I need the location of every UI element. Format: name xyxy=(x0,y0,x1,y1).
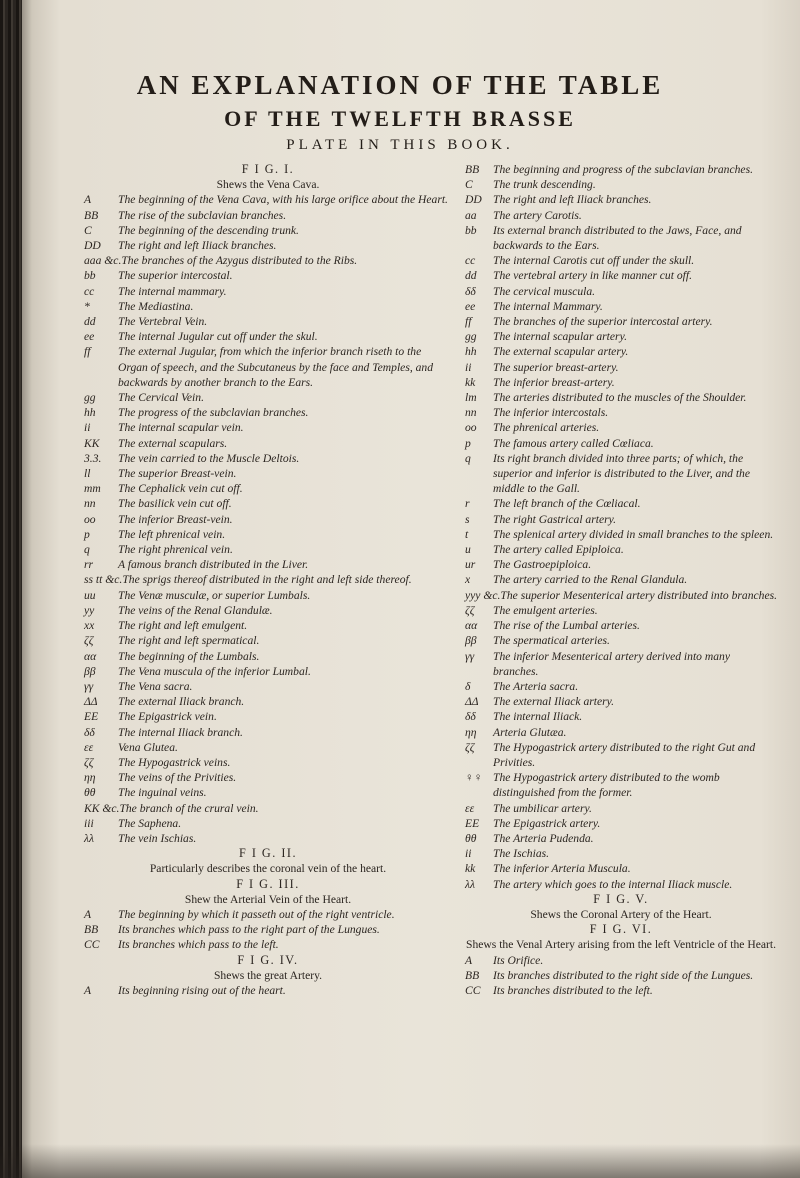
legend-description: The right and left spermatical. xyxy=(118,634,260,648)
legend-description: The Saphena. xyxy=(118,816,182,830)
legend-key: yyy &c. xyxy=(465,588,501,602)
figure-heading: F I G. IV. xyxy=(237,952,299,967)
legend-key: EE xyxy=(84,710,99,724)
legend-entry xyxy=(84,740,452,755)
legend-key: gg xyxy=(465,330,477,344)
legend-entry xyxy=(84,420,452,435)
legend-key: ΔΔ xyxy=(84,695,98,709)
legend-description: The external scapulars. xyxy=(118,436,228,450)
legend-description: The umbilicar artery. xyxy=(493,801,592,815)
legend-entry xyxy=(84,527,452,542)
legend-entry xyxy=(465,861,777,876)
legend-key: θθ xyxy=(84,786,96,800)
legend-entry xyxy=(465,344,777,359)
legend-key: gg xyxy=(84,391,96,405)
legend-entry xyxy=(84,679,452,694)
legend-key: εε xyxy=(84,740,94,754)
legend-entry xyxy=(465,405,777,420)
legend-key: BB xyxy=(465,163,480,176)
legend-key: ff xyxy=(84,345,91,359)
legend-entry xyxy=(84,725,452,740)
legend-key: BB xyxy=(84,923,99,937)
legend-key: ηη xyxy=(465,725,477,739)
legend-description: Its branches distributed to the left. xyxy=(493,983,653,997)
legend-description: The internal Iliack. xyxy=(493,710,583,724)
legend-description: The branches of the superior intercostal artery. xyxy=(493,315,713,329)
legend-entry xyxy=(465,877,777,892)
legend-entry xyxy=(84,572,452,587)
legend-description: The beginning of the Vena Cava, with his large orifice about the Heart. xyxy=(118,193,448,207)
legend-key: mm xyxy=(84,482,101,496)
figure-caption: Shews the Vena Cava. xyxy=(216,178,320,192)
legend-entry xyxy=(84,603,452,618)
figure-heading: F I G. V. xyxy=(593,891,649,906)
legend-key: EE xyxy=(465,816,480,830)
legend-key: ee xyxy=(465,299,476,313)
figure-caption: Shews the Coronal Artery of the Heart. xyxy=(530,907,712,921)
legend-description: The inferior Mesenterical artery derived into many branches. xyxy=(493,649,730,678)
legend-key: A xyxy=(465,953,473,967)
legend-key: BB xyxy=(465,968,480,982)
legend-key: CC xyxy=(465,983,481,997)
legend-description: The basilick vein cut off. xyxy=(118,497,232,511)
legend-entry xyxy=(465,983,777,998)
legend-description: The Vena sacra. xyxy=(118,679,193,693)
legend-description: The right and left emulgent. xyxy=(118,619,248,633)
legend-entry xyxy=(84,481,452,496)
legend-key: dd xyxy=(465,269,477,283)
legend-key: εε xyxy=(465,801,475,815)
legend-key: r xyxy=(465,497,470,511)
legend-entry xyxy=(84,314,452,329)
legend-description: The left branch of the Cœliacal. xyxy=(493,497,641,511)
legend-key: γγ xyxy=(84,679,94,693)
legend-entry xyxy=(465,268,777,283)
legend-key: s xyxy=(465,512,470,526)
legend-key: ββ xyxy=(84,664,96,678)
legend-key: KK xyxy=(84,436,100,450)
legend-entry xyxy=(465,572,777,587)
legend-description: The beginning and progress of the subclavian branches. xyxy=(493,163,753,176)
legend-description: The Vena muscula of the inferior Lumbal. xyxy=(118,664,311,678)
legend-entry xyxy=(465,360,777,375)
legend-description: The external Iliack branch. xyxy=(118,695,245,709)
legend-key: δδ xyxy=(465,284,476,298)
legend-entry xyxy=(465,177,777,192)
legend-key: C xyxy=(84,223,92,237)
legend-entry xyxy=(84,496,452,511)
figure-heading: F I G. II. xyxy=(239,846,297,861)
legend-key: λλ xyxy=(465,877,476,891)
figure-caption: Shews the great Artery. xyxy=(213,968,323,982)
legend-key: yy xyxy=(84,603,95,617)
figure-heading: F I G. III. xyxy=(236,876,300,891)
legend-description: Vena Glutea. xyxy=(118,740,178,754)
legend-description: The inferior intercostals. xyxy=(493,406,609,420)
header-title-line-3: PLATE IN THIS BOOK. xyxy=(286,137,514,153)
legend-key: hh xyxy=(465,345,477,359)
legend-description: The arteries distributed to the muscles of the Shoulder. xyxy=(493,391,747,405)
legend-key: ee xyxy=(84,330,95,344)
legend-description: The internal Jugular cut off under the skul. xyxy=(118,330,318,344)
legend-description: The spermatical arteries. xyxy=(493,634,610,648)
legend-key: nn xyxy=(84,497,96,511)
legend-key: kk xyxy=(465,375,476,389)
legend-entry xyxy=(465,420,777,435)
legend-description: The artery called Epiploica. xyxy=(493,543,624,557)
legend-description: The superior Breast-vein. xyxy=(118,467,237,481)
legend-entry xyxy=(84,922,452,937)
legend-entry xyxy=(84,785,452,800)
legend-description: The Arteria Pudenda. xyxy=(493,831,594,845)
legend-entry xyxy=(465,618,777,633)
legend-entry xyxy=(84,542,452,557)
figure-heading: F I G. I. xyxy=(241,162,295,176)
legend-entry xyxy=(465,253,777,268)
legend-description: Its branches distributed to the right side of the Lungues. xyxy=(493,968,754,982)
legend-key: hh xyxy=(84,406,96,420)
legend-entry xyxy=(84,755,452,770)
legend-key: ΔΔ xyxy=(465,695,479,709)
legend-entry xyxy=(465,284,777,299)
legend-key: ll xyxy=(84,467,91,481)
legend-key: KK &c. xyxy=(84,801,120,815)
legend-description: The Ischias. xyxy=(493,847,550,861)
legend-key: t xyxy=(465,527,469,541)
legend-entry xyxy=(84,436,452,451)
legend-key: ββ xyxy=(465,634,477,648)
legend-description: The left phrenical vein. xyxy=(118,527,226,541)
legend-description: The inferior Breast-vein. xyxy=(118,512,233,526)
legend-entry xyxy=(465,801,777,816)
legend-key: γγ xyxy=(465,649,475,663)
legend-key: A xyxy=(84,907,92,921)
legend-key: λλ xyxy=(84,831,95,845)
figure-caption: Particularly describes the coronal vein of the heart. xyxy=(149,862,387,876)
legend-entry xyxy=(84,816,452,831)
legend-key: δδ xyxy=(465,710,476,724)
legend-key: u xyxy=(465,543,471,557)
legend-entry xyxy=(84,983,452,998)
legend-key: δδ xyxy=(84,725,95,739)
legend-entry xyxy=(465,831,777,846)
legend-entry xyxy=(465,633,777,648)
legend-description: The internal scapular vein. xyxy=(118,421,244,435)
legend-description: The Epigastrick artery. xyxy=(493,816,601,830)
legend-key: αα xyxy=(84,649,97,663)
legend-key: oo xyxy=(84,512,96,526)
legend-description: The emulgent arteries. xyxy=(493,603,598,617)
legend-entry xyxy=(465,649,777,679)
legend-entry xyxy=(84,618,452,633)
legend-key: ζζ xyxy=(84,634,94,648)
legend-description: Its external branch distributed to the Jaws, Face, and backwards to the Ears. xyxy=(493,223,742,253)
legend-description: The inferior breast-artery. xyxy=(493,375,615,389)
legend-key: A xyxy=(84,193,92,207)
legend-description: The beginning of the descending trunk. xyxy=(118,223,299,237)
legend-description: The external scapular artery. xyxy=(493,345,629,359)
legend-key: nn xyxy=(465,406,477,420)
legend-description: Its branches which pass to the left. xyxy=(118,938,279,952)
legend-description: The famous artery called Cœliaca. xyxy=(493,436,654,450)
legend-description: The Vertebral Vein. xyxy=(118,315,208,329)
legend-key: p xyxy=(465,436,471,450)
legend-entry xyxy=(465,208,777,223)
legend-key: aaa &c. xyxy=(84,254,122,268)
legend-description: The internal mammary. xyxy=(118,284,227,298)
legend-key: ff xyxy=(465,315,472,329)
legend-entry xyxy=(84,801,452,816)
legend-key: q xyxy=(84,543,90,557)
legend-entry xyxy=(84,633,452,648)
legend-description: The Mediastina. xyxy=(118,299,194,313)
legend-entry xyxy=(465,725,777,740)
legend-description: Arteria Glutæa. xyxy=(493,725,567,739)
legend-description: The right and left Iliack branches. xyxy=(493,193,652,207)
legend-description: The superior breast-artery. xyxy=(493,360,619,374)
legend-description: Its right branch divided into three parts; of which, the superior and inferior is distributed to the Liver, and the middle to the Gall. xyxy=(493,451,750,496)
legend-entry xyxy=(465,557,777,572)
legend-description: The artery Carotis. xyxy=(493,208,582,222)
legend-entry xyxy=(84,253,452,268)
legend-key: * xyxy=(84,299,90,313)
legend-entry xyxy=(465,390,777,405)
legend-description: The sprigs thereof distributed in the right and left side thereof. xyxy=(122,573,412,587)
legend-entry xyxy=(84,299,452,314)
legend-key: p xyxy=(84,527,90,541)
left-column xyxy=(84,162,452,998)
legend-entry xyxy=(465,527,777,542)
legend-description: The Hypogastrick artery distributed to the womb distinguished from the former. xyxy=(493,771,720,800)
page-binding-edge xyxy=(0,0,22,1178)
legend-entry xyxy=(84,694,452,709)
legend-key: ii xyxy=(465,847,472,861)
legend-description: The Hypogastrick artery distributed to the right Gut and Privities. xyxy=(493,740,756,769)
legend-description: The trunk descending. xyxy=(493,178,596,192)
legend-description: The Epigastrick vein. xyxy=(118,710,217,724)
legend-entry xyxy=(84,268,452,283)
legend-entry xyxy=(84,557,452,572)
legend-key: iii xyxy=(84,816,94,830)
figure-caption: Shew the Arterial Vein of the Heart. xyxy=(184,892,352,906)
legend-key: C xyxy=(465,178,473,192)
legend-entry xyxy=(84,709,452,724)
legend-entry xyxy=(84,223,452,238)
legend-entry xyxy=(465,162,777,177)
legend-description: The Venæ musculæ, or superior Lumbals. xyxy=(118,588,311,602)
legend-description: The external Iliack artery. xyxy=(493,695,615,709)
legend-description: The inguinal veins. xyxy=(118,786,207,800)
legend-description: The Hypogastrick veins. xyxy=(118,755,231,769)
legend-key: ζζ xyxy=(465,603,475,617)
legend-key: αα xyxy=(465,619,478,633)
legend-entry xyxy=(84,344,452,390)
figure-heading: F I G. VI. xyxy=(589,922,653,937)
legend-entry xyxy=(84,664,452,679)
legend-key: DD xyxy=(465,193,482,207)
legend-description: The vein Ischias. xyxy=(118,831,197,845)
legend-key: cc xyxy=(465,254,476,268)
legend-description: The Cervical Vein. xyxy=(118,391,204,405)
legend-entry xyxy=(465,299,777,314)
legend-key: ηη xyxy=(84,771,96,785)
legend-description: The superior intercostal. xyxy=(118,269,233,283)
legend-key: bb xyxy=(84,269,96,283)
legend-entry xyxy=(84,284,452,299)
legend-key: ur xyxy=(465,558,476,572)
legend-key: q xyxy=(465,451,471,465)
legend-entry xyxy=(84,588,452,603)
legend-description: The external Jugular, from which the inferior branch riseth to the Organ of speech, and the Subcutaneus by the face and Temples, and backwards by another branch to the Ears. xyxy=(118,345,434,389)
figure-caption: Shews the Venal Artery arising from the left Ventricle of the Heart. xyxy=(466,938,776,952)
legend-key: kk xyxy=(465,862,476,876)
legend-key: BB xyxy=(84,208,99,222)
legend-description: The internal Iliack branch. xyxy=(118,725,243,739)
legend-description: The artery carried to the Renal Glandula. xyxy=(493,573,688,587)
legend-entry xyxy=(465,709,777,724)
legend-key: ζζ xyxy=(84,755,94,769)
legend-description: The artery which goes to the internal Iliack muscle. xyxy=(493,877,733,891)
legend-description: The vertebral artery in like manner cut off. xyxy=(493,269,692,283)
legend-entry xyxy=(465,740,777,770)
legend-entry xyxy=(465,679,777,694)
legend-entry xyxy=(465,816,777,831)
legend-key: oo xyxy=(465,421,477,435)
legend-key: θθ xyxy=(465,831,477,845)
legend-entry xyxy=(465,770,777,800)
legend-entry xyxy=(465,329,777,344)
page-bottom-shadow xyxy=(0,1144,800,1178)
legend-key: ss tt &c. xyxy=(84,573,123,587)
legend-entry xyxy=(84,329,452,344)
legend-entry xyxy=(84,238,452,253)
legend-entry xyxy=(84,405,452,420)
legend-key: CC xyxy=(84,938,100,952)
legend-key: δ xyxy=(465,679,471,693)
legend-key: uu xyxy=(84,588,96,602)
legend-description: Its Orifice. xyxy=(493,953,544,967)
legend-entry xyxy=(465,694,777,709)
legend-entry xyxy=(465,496,777,511)
legend-description: The internal Mammary. xyxy=(493,299,603,313)
header-title-line-2: OF THE TWELFTH BRASSE xyxy=(224,106,576,131)
legend-entry xyxy=(465,542,777,557)
legend-description: The right phrenical vein. xyxy=(118,543,233,557)
legend-key: dd xyxy=(84,315,96,329)
legend-key: ii xyxy=(465,360,472,374)
legend-entry xyxy=(84,649,452,664)
legend-entry xyxy=(84,831,452,846)
legend-entry xyxy=(84,907,452,922)
legend-description: The veins of the Renal Glandulæ. xyxy=(118,603,273,617)
legend-key: lm xyxy=(465,391,477,405)
legend-entry xyxy=(84,937,452,952)
legend-description: The Arteria sacra. xyxy=(493,679,579,693)
legend-description: The progress of the subclavian branches. xyxy=(118,406,309,420)
legend-description: Its branches which pass to the right part of the Lungues. xyxy=(118,923,380,937)
legend-description: The internal Carotis cut off under the skull. xyxy=(493,254,695,268)
legend-entry xyxy=(465,436,777,451)
legend-key: ♀♀ xyxy=(465,771,483,785)
legend-entry xyxy=(84,512,452,527)
legend-entry xyxy=(84,770,452,785)
legend-description: The phrenical arteries. xyxy=(493,421,600,435)
legend-description: The internal scapular artery. xyxy=(493,330,627,344)
legend-key: rr xyxy=(84,558,94,572)
legend-key: ii xyxy=(84,421,91,435)
legend-description: The splenical artery divided in small branches to the spleen. xyxy=(493,527,774,541)
legend-entry xyxy=(465,512,777,527)
legend-description: The Cephalick vein cut off. xyxy=(118,482,243,496)
legend-description: The vein carried to the Muscle Deltois. xyxy=(118,451,300,465)
legend-entry xyxy=(465,192,777,207)
legend-key: 3.3. xyxy=(84,451,102,465)
legend-description: The cervical muscula. xyxy=(493,284,596,298)
legend-key: DD xyxy=(84,239,101,253)
legend-description: The rise of the Lumbal arteries. xyxy=(493,619,640,633)
legend-entry xyxy=(465,314,777,329)
legend-entry xyxy=(465,588,777,603)
legend-entry xyxy=(84,208,452,223)
legend-key: aa xyxy=(465,208,477,222)
legend-description: The beginning of the Lumbals. xyxy=(118,649,260,663)
legend-description: The right and left Iliack branches. xyxy=(118,239,277,253)
legend-description: A famous branch distributed in the Liver. xyxy=(118,558,309,572)
legend-key: x xyxy=(465,573,471,587)
legend-entry xyxy=(84,390,452,405)
legend-entry xyxy=(465,375,777,390)
legend-entry xyxy=(465,846,777,861)
legend-description: The rise of the subclavian branches. xyxy=(118,208,287,222)
legend-entry xyxy=(465,953,777,968)
legend-entry xyxy=(465,451,777,497)
legend-entry xyxy=(465,968,777,983)
right-column xyxy=(465,162,777,998)
legend-description: Its beginning rising out of the heart. xyxy=(118,983,286,997)
legend-key: bb xyxy=(465,223,477,237)
legend-description: The right Gastrical artery. xyxy=(493,512,617,526)
legend-entry xyxy=(84,451,452,466)
legend-description: The superior Mesenterical artery distributed into branches. xyxy=(500,588,778,602)
header-title-line-1: AN EXPLANATION OF THE TABLE xyxy=(136,70,664,100)
legend-entry xyxy=(84,466,452,481)
legend-entry xyxy=(465,223,777,253)
legend-key: ζζ xyxy=(465,740,475,754)
legend-key: A xyxy=(84,983,92,997)
legend-description: The veins of the Privities. xyxy=(118,771,237,785)
legend-description: The branches of the Azygus distributed to the Ribs. xyxy=(121,254,358,268)
legend-key: xx xyxy=(84,619,95,633)
legend-entry xyxy=(465,603,777,618)
legend-entry xyxy=(84,192,452,207)
legend-key: cc xyxy=(84,284,95,298)
legend-description: The inferior Arteria Muscula. xyxy=(493,862,631,876)
legend-description: The branch of the crural vein. xyxy=(119,801,259,815)
legend-description: The Gastroepiploica. xyxy=(493,558,592,572)
legend-description: The beginning by which it passeth out of the right ventricle. xyxy=(118,907,395,921)
